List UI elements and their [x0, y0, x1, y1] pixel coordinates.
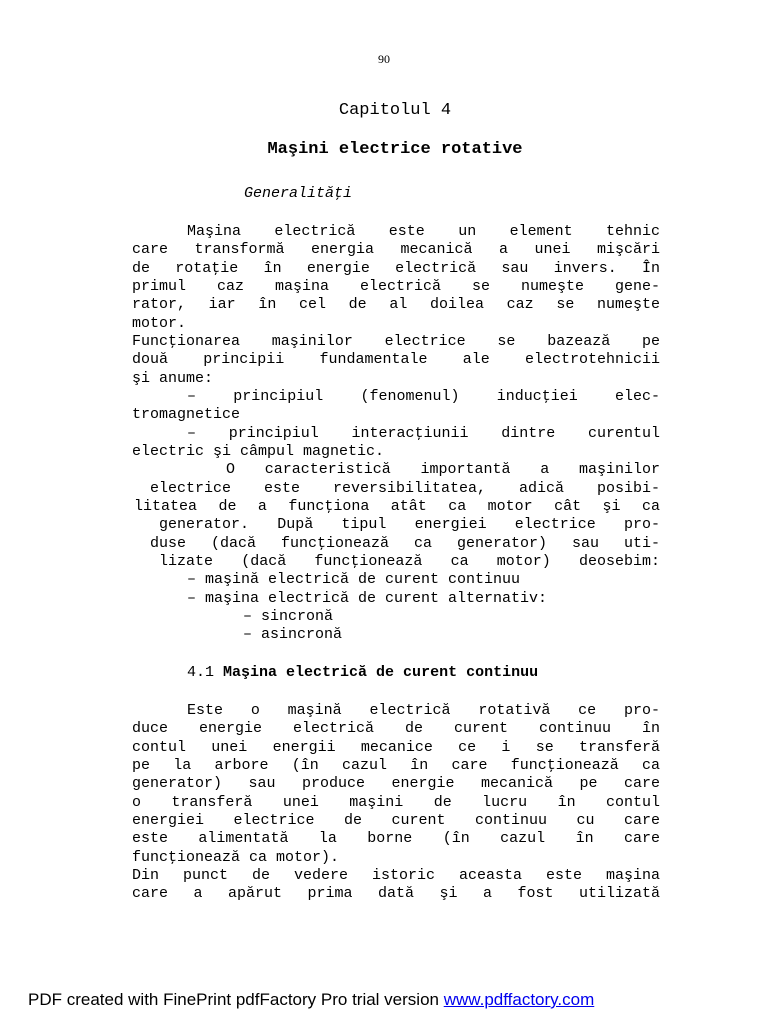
- section-heading-4-1: [187, 664, 538, 681]
- text-line: funcţionează ca motor).: [132, 849, 340, 866]
- text-line: Din punct de vedere istoric aceasta este maşina: [132, 867, 660, 884]
- text-line: electrice este reversibilitatea, adică posibi-: [150, 480, 660, 497]
- section-heading-generalitati: Generalităţi: [244, 185, 353, 202]
- text-line: pe la arbore (în cazul în care funcţionează ca: [132, 757, 660, 774]
- footer-watermark: [28, 990, 594, 1010]
- text-line: tromagnetice: [132, 406, 241, 423]
- footer-text: PDF created with FinePrint pdfFactory Pro trial version: [28, 990, 444, 1009]
- text-line: energiei electrice de curent continuu cu care: [132, 812, 660, 829]
- text-line: duse (dacă funcţionează ca generator) sau uti-: [150, 535, 660, 552]
- text-line: generator. După tipul energiei electrice pro-: [159, 516, 660, 533]
- text-line: o transferă unei maşini de lucru în contul: [132, 794, 660, 811]
- page-number: 90: [378, 52, 390, 66]
- text-line: care transformă energia mecanică a unei mişcări: [132, 241, 660, 258]
- list-item: – maşină electrică de curent continuu: [187, 571, 521, 588]
- text-line: primul caz maşina electrică se numeşte gene-: [132, 278, 660, 295]
- section-number: 4.1: [187, 664, 215, 681]
- list-item: – principiul interacţiunii dintre curentul: [187, 425, 660, 442]
- text-line: O caracteristică importantă a maşinilor: [226, 461, 660, 478]
- text-line: lizate (dacă funcţionează ca motor) deosebim:: [159, 553, 660, 570]
- list-item: – principiul (fenomenul) inducţiei elec-: [187, 388, 660, 405]
- text-line: duce energie electrică de curent continuu în: [132, 720, 660, 737]
- text-line: electric şi câmpul magnetic.: [132, 443, 385, 460]
- text-line: Maşina electrică este un element tehnic: [187, 223, 660, 240]
- chapter-title: Maşini electrice rotative: [267, 140, 523, 159]
- text-line: litatea de a funcţiona atât ca motor cât şi ca: [134, 498, 660, 515]
- section-title: Maşina electrică de curent continuu: [223, 664, 539, 681]
- text-line: Funcţionarea maşinilor electrice se bazează pe: [132, 333, 660, 350]
- list-item: – maşina electrică de curent alternativ:: [187, 590, 548, 607]
- text-line: două principii fundamentale ale electrotehnicii: [132, 351, 660, 368]
- text-line: care a apărut prima dată şi a fost utilizată: [132, 885, 660, 902]
- text-line: motor.: [132, 315, 187, 332]
- text-line: este alimentată la borne (în cazul în care: [132, 830, 660, 847]
- list-item: – sincronă: [243, 608, 334, 625]
- list-item: – asincronă: [243, 626, 343, 643]
- text-line: de rotaţie în energie electrică sau invers. În: [132, 260, 660, 277]
- chapter-label: Capitolul 4: [338, 101, 452, 120]
- text-line: rator, iar în cel de al doilea caz se numeşte: [132, 296, 660, 313]
- footer-link[interactable]: www.pdffactory.com: [443, 990, 595, 1009]
- text-line: Este o maşină electrică rotativă ce pro-: [187, 702, 660, 719]
- text-line: şi anume:: [132, 370, 214, 387]
- text-line: generator) sau produce energie mecanică pe care: [132, 775, 660, 792]
- text-line: contul unei energii mecanice ce i se transferă: [132, 739, 660, 756]
